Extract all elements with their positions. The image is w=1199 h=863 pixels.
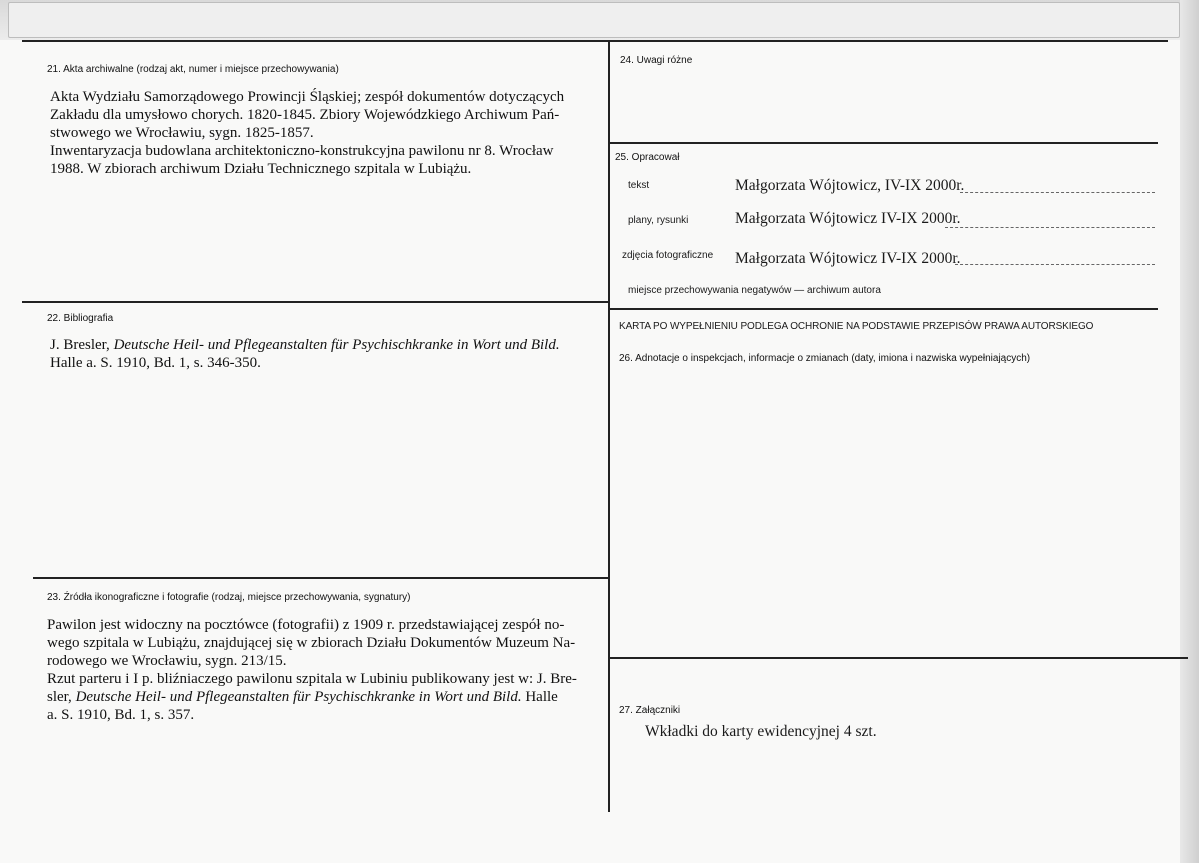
section-23-line — [47, 688, 587, 706]
divider-24-25 — [610, 142, 1158, 144]
section-21-line: Inwentaryzacja budowlana architektoniczno-konstrukcyjna pawilonu nr 8. Wrocław — [50, 143, 554, 159]
bibliography-line: Halle a. S. 1910, Bd. 1, s. 346-350. — [50, 355, 261, 371]
bibliography-title: Deutsche Heil- und Pflegeanstalten für Psychischkranke in Wort und Bild. — [113, 337, 560, 353]
record-card — [0, 40, 1180, 863]
divider-21-22 — [22, 301, 608, 303]
top-rule — [22, 40, 1168, 42]
section-21-line: Zakładu dla umysłowo chorych. 1820-1845. Zbiory Wojewódzkiego Archiwum Pań- — [50, 107, 560, 123]
section-23-line5-post: Halle — [521, 689, 558, 705]
divider-26-27 — [610, 657, 1188, 659]
section-26-label: 26. Adnotacje o inspekcjach, informacje o zmianach (daty, imiona i nazwiska wypełniających) — [619, 353, 1031, 364]
author-row-value-photos: Małgorzata Wójtowicz IV-IX 2000r. — [735, 250, 961, 267]
bibliography-line — [50, 336, 590, 354]
section-23-line: rodowego we Wrocławiu, sygn. 213/15. — [47, 653, 287, 669]
copyright-notice: KARTA PO WYPEŁNIENIU PODLEGA OCHRONIE NA PODSTAWIE PRZEPISÓW PRAWA AUTORSKIEGO — [619, 321, 1094, 332]
author-row-value-drawings: Małgorzata Wójtowicz IV-IX 2000r. — [735, 210, 961, 227]
divider-22-23 — [33, 577, 608, 579]
section-27-label: 27. Załączniki — [619, 705, 681, 716]
section-21-text — [50, 88, 584, 178]
section-23-book-title: Deutsche Heil- und Pflegeanstalten für Psychischkranke in Wort und Bild. — [75, 689, 522, 705]
bibliography-author: J. Bresler, — [50, 337, 114, 353]
author-row-value-text: Małgorzata Wójtowicz, IV-IX 2000r. — [735, 177, 965, 194]
section-21-line: stwowego we Wrocławiu, sygn. 1825-1857. — [50, 125, 314, 141]
section-21-line: Akta Wydziału Samorządowego Prowincji Śląskiej; zespół dokumentów dotyczących — [50, 89, 565, 105]
section-22-text — [50, 336, 590, 372]
dotted-line — [960, 192, 1155, 193]
scanner-top-strip — [0, 0, 1199, 40]
section-24-label: 24. Uwagi różne — [620, 55, 693, 66]
section-23-line: Pawilon jest widoczny na pocztówce (fotografii) z 1909 r. przedstawiającej zespół no- — [47, 617, 565, 633]
section-21-label: 21. Akta archiwalne (rodzaj akt, numer i miejsce przechowywania) — [47, 64, 339, 75]
section-22-label: 22. Bibliografia — [47, 313, 114, 324]
center-divider — [608, 40, 610, 812]
section-23-line: a. S. 1910, Bd. 1, s. 357. — [47, 707, 195, 723]
attachments-value: Wkładki do karty ewidencyjnej 4 szt. — [645, 723, 877, 740]
section-25-label: 25. Opracował — [615, 152, 680, 163]
author-row-label-photos: zdjęcia fotograficzne — [622, 250, 714, 261]
section-23-line: wego szpitala w Lubiążu, znajdującej się w zbiorach Działu Dokumentów Muzeum Na- — [47, 635, 576, 651]
dotted-line — [945, 227, 1155, 228]
author-row-label-text: tekst — [628, 180, 650, 191]
section-23-label: 23. Źródła ikonograficzne i fotografie (rodzaj, miejsce przechowywania, sygnatury) — [47, 592, 411, 603]
section-23-line5-pre: sler, — [47, 689, 76, 705]
scanner-top-strip-frame — [8, 2, 1180, 38]
author-row-label-drawings: plany, rysunki — [628, 215, 689, 226]
section-23-text — [47, 616, 587, 724]
page-right-edge — [1180, 0, 1199, 863]
section-21-line: 1988. W zbiorach archiwum Działu Technicznego szpitala w Lubiążu. — [50, 161, 472, 177]
dotted-line — [955, 264, 1155, 265]
divider-25-notice — [610, 308, 1158, 310]
section-23-line: Rzut parteru i I p. bliźniaczego pawilonu szpitala w Lubiniu publikowany jest w: J. Bre- — [47, 671, 577, 687]
negatives-storage: miejsce przechowywania negatywów — archiwum autora — [628, 285, 881, 296]
